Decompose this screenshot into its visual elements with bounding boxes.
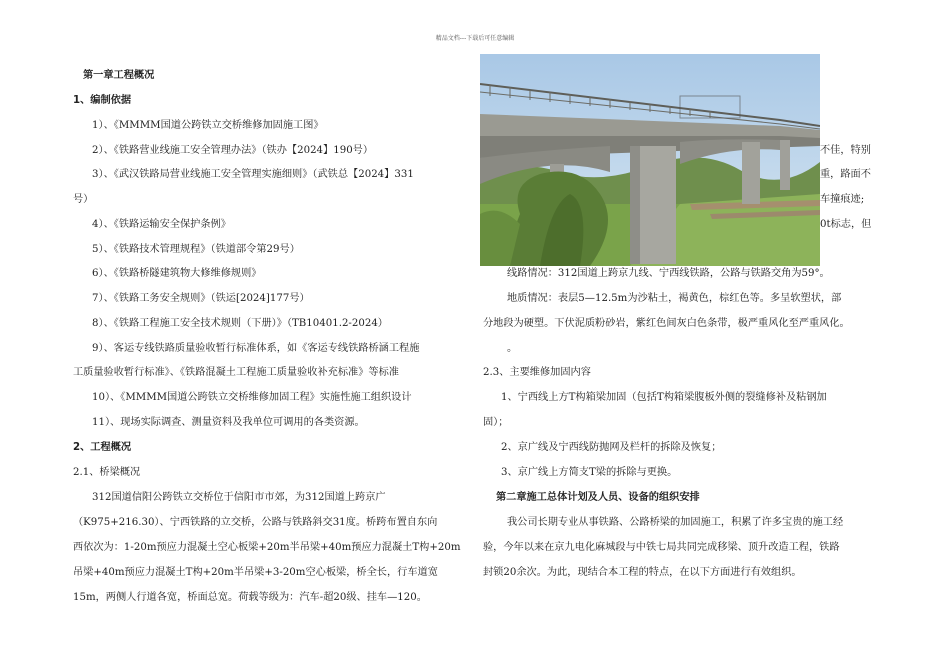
ref-item: 1）、《MMMM国道公跨铁立交桥维修加固施工图》 — [92, 120, 324, 131]
page-header: 精品文档---下载后可任意编辑 — [435, 35, 515, 42]
ref-item: 9）、客运专线铁路质量验收暂行标准体系，如《客运专线铁路桥涵工程施 — [92, 343, 420, 354]
ref-item: 工质量验收暂行标准》、《铁路混凝土工程施工质量验收补充标准》等标准 — [73, 367, 399, 378]
bridge-paragraph-line: 吊梁+40m预应力混凝土T构+20m半吊梁+3-20m空心板梁，桥全长，行车道宽 — [73, 567, 438, 578]
ref-item: 6）、《铁路桥隧建筑物大修维修规则》 — [92, 268, 262, 279]
bridge-paragraph-line: 312国道信阳公跨铁立交桥位于信阳市市郊，为312国道上跨京广 — [92, 492, 386, 503]
chapter1-title: 第一章工程概况 — [83, 70, 155, 81]
ref-item: 号） — [73, 194, 94, 205]
geology-line: 地质情况：表层5—12.5m为沙粘土，褐黄色，棕红色等。多呈软塑状，部 — [507, 293, 842, 304]
bridge-paragraph-line: 西依次为：1-20m预应力混凝土空心板梁+20m半吊梁+40m预应力混凝土T构+20m — [73, 542, 461, 553]
chapter2-paragraph-line: 验，今年以来在京九电化麻城段与中铁七局共同完成移梁、顶升改造工程，铁路 — [483, 542, 840, 553]
ref-item: 8）、《铁路工程施工安全技术规则（下册）》（TB10401.2-2024） — [92, 318, 388, 329]
chapter2-title: 第二章施工总体计划及人员、设备的组织安排 — [496, 492, 700, 503]
section-overview-title: 2、工程概况 — [73, 442, 132, 453]
repair-item: 1、宁西线上方T构箱梁加固（包括T构箱梁腹板外侧的裂缝修补及粘钢加 — [501, 392, 827, 403]
ref-item: 4）、《铁路运输安全保护条例》 — [92, 219, 231, 230]
repair-item: 3、京广线上方简支T梁的拆除与更换。 — [501, 467, 678, 478]
bridge-photo-illustration — [480, 54, 820, 266]
subsection-bridge-title: 2.1、桥梁概况 — [73, 467, 141, 478]
ref-item: 10）、《MMMM国道公跨铁立交桥维修加固工程》实施性施工组织设计 — [92, 392, 412, 403]
geology-line: 分地段为硬塑。下伏泥质粉砂岩，紫红色间灰白色条带，极严重风化至严重风化。 — [483, 318, 850, 329]
wrapped-text-fragment: 车撞痕迹; — [820, 194, 865, 205]
bridge-paragraph-line: （K975+216.30）、宁西铁路的立交桥，公路与铁路斜交31度。桥跨布置自东向 — [73, 517, 438, 528]
route-info: 线路情况：312国道上跨京九线、宁西线铁路，公路与铁路交角为59°。 — [507, 268, 830, 279]
ref-item: 7）、《铁路工务安全规则》（铁运[2024]177号） — [92, 293, 310, 304]
bridge-photo — [480, 54, 820, 266]
stray-dot: 。 — [507, 343, 518, 354]
ref-item: 3）、《武汉铁路局营业线施工安全管理实施细则》（武铁总【2024】331 — [92, 169, 414, 180]
chapter2-paragraph-line: 我公司长期专业从事铁路、公路桥梁的加固施工，积累了许多宝贵的施工经 — [507, 517, 844, 528]
section-basis-title: 1、编制依据 — [73, 95, 132, 106]
bridge-paragraph-line: 15m，两侧人行道各宽，桥面总宽。荷载等级为：汽车-超20级、挂车—120。 — [73, 592, 427, 603]
wrapped-text-fragment: 不佳，特别 — [820, 145, 871, 156]
wrapped-text-fragment: 重，路面不 — [820, 169, 871, 180]
ref-item: 11）、现场实际调查、测量资料及我单位可调用的各类资源。 — [92, 417, 365, 428]
repair-item: 固）； — [483, 417, 509, 428]
chapter2-paragraph-line: 封锁20余次。为此，现结合本工程的特点，在以下方面进行有效组织。 — [483, 567, 802, 578]
ref-item: 2）、《铁路营业线施工安全管理办法》（铁办【2024】190号） — [92, 145, 374, 156]
wrapped-text-fragment: 0t标志，但 — [820, 219, 872, 230]
ref-item: 5）、《铁路技术管理规程》（铁道部令第29号） — [92, 244, 300, 255]
repair-item: 2、京广线及宁西线防抛网及栏杆的拆除及恢复； — [501, 442, 722, 453]
subsection-repair-title: 2.3、主要维修加固内容 — [483, 367, 591, 378]
